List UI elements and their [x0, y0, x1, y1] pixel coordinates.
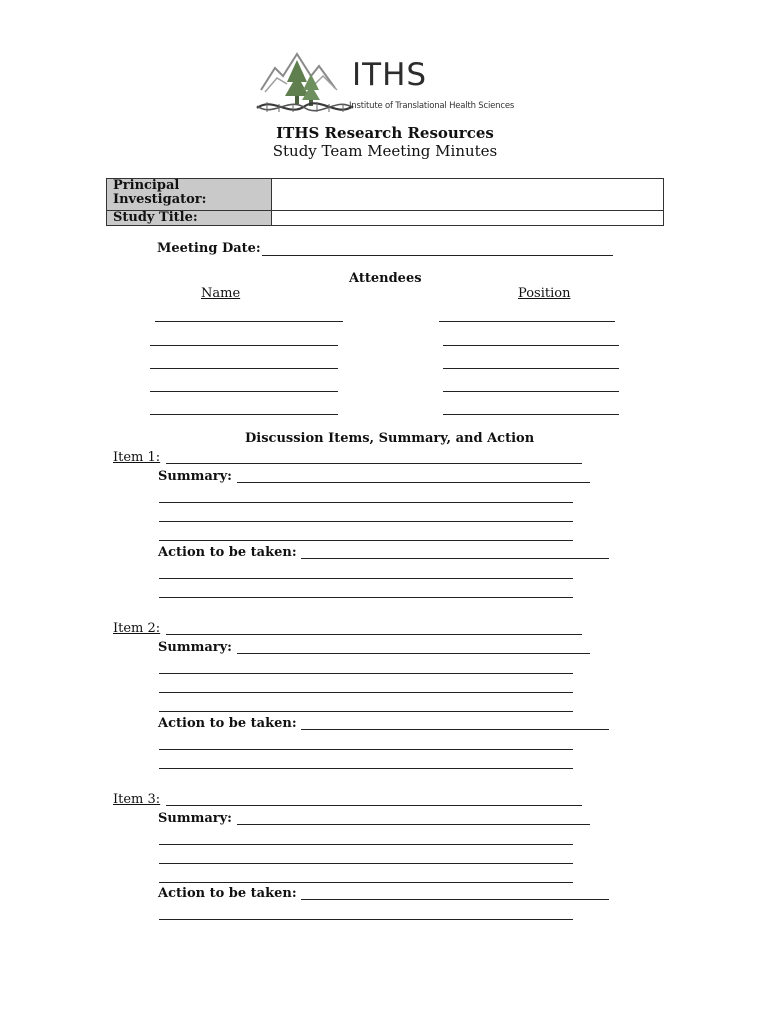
attendee-name-field[interactable]	[150, 391, 338, 392]
attendee-position-field[interactable]	[443, 414, 619, 415]
item-2-action-line[interactable]	[159, 768, 573, 769]
item-2-summary-line[interactable]	[159, 711, 573, 712]
pi-label: Principal Investigator:	[107, 179, 272, 211]
item-2-summary-field[interactable]	[237, 653, 590, 654]
item-1-action-field[interactable]	[301, 558, 609, 559]
item-3-summary-label: Summary:	[158, 811, 232, 826]
name-column-header: Name	[201, 286, 241, 301]
item-3-summary-field[interactable]	[237, 824, 590, 825]
meeting-date-label: Meeting Date:	[157, 241, 261, 256]
discussion-heading: Discussion Items, Summary, and Action	[245, 431, 535, 446]
attendee-name-field[interactable]	[150, 414, 338, 415]
attendee-position-field[interactable]	[443, 391, 619, 392]
item-1-summary-line[interactable]	[159, 502, 573, 503]
item-2-field[interactable]	[166, 634, 582, 635]
item-2-summary-line[interactable]	[159, 692, 573, 693]
item-2-label: Item 2:	[113, 621, 161, 636]
document-title: ITHS Research Resources	[276, 124, 494, 142]
item-3-action-field[interactable]	[301, 899, 609, 900]
position-column-header: Position	[518, 286, 571, 301]
item-1-summary-label: Summary:	[158, 469, 232, 484]
attendee-position-field[interactable]	[439, 321, 615, 322]
item-3-label: Item 3:	[113, 792, 161, 807]
item-1-action-line[interactable]	[159, 578, 573, 579]
attendees-heading: Attendees	[349, 271, 422, 286]
attendee-name-field[interactable]	[150, 368, 338, 369]
item-2-action-line[interactable]	[159, 749, 573, 750]
meeting-date-field[interactable]	[262, 255, 613, 256]
study-title-label: Study Title:	[107, 211, 272, 226]
study-info-table	[106, 178, 664, 226]
study-title-field[interactable]	[272, 211, 664, 226]
attendee-name-field[interactable]	[155, 321, 343, 322]
item-2-action-label: Action to be taken:	[158, 716, 297, 731]
item-1-action-line[interactable]	[159, 597, 573, 598]
item-3-summary-line[interactable]	[159, 882, 573, 883]
item-1-field[interactable]	[166, 463, 582, 464]
item-1-action-label: Action to be taken:	[158, 545, 297, 560]
item-1-label: Item 1:	[113, 450, 161, 465]
pi-field[interactable]	[272, 179, 664, 211]
item-2-summary-line[interactable]	[159, 673, 573, 674]
item-3-field[interactable]	[166, 805, 582, 806]
item-1-summary-field[interactable]	[237, 482, 590, 483]
logo-wordmark: ITHS	[352, 57, 428, 93]
document-subtitle: Study Team Meeting Minutes	[272, 142, 498, 160]
item-3-summary-line[interactable]	[159, 844, 573, 845]
item-2-summary-label: Summary:	[158, 640, 232, 655]
attendee-name-field[interactable]	[150, 345, 338, 346]
attendee-position-field[interactable]	[443, 345, 619, 346]
item-2-action-field[interactable]	[301, 729, 609, 730]
item-1-summary-line[interactable]	[159, 540, 573, 541]
logo-subtitle: Institute of Translational Health Sciences	[349, 101, 515, 111]
item-3-action-line[interactable]	[159, 919, 573, 920]
item-3-summary-line[interactable]	[159, 863, 573, 864]
item-3-action-label: Action to be taken:	[158, 886, 297, 901]
attendee-position-field[interactable]	[443, 368, 619, 369]
item-1-summary-line[interactable]	[159, 521, 573, 522]
